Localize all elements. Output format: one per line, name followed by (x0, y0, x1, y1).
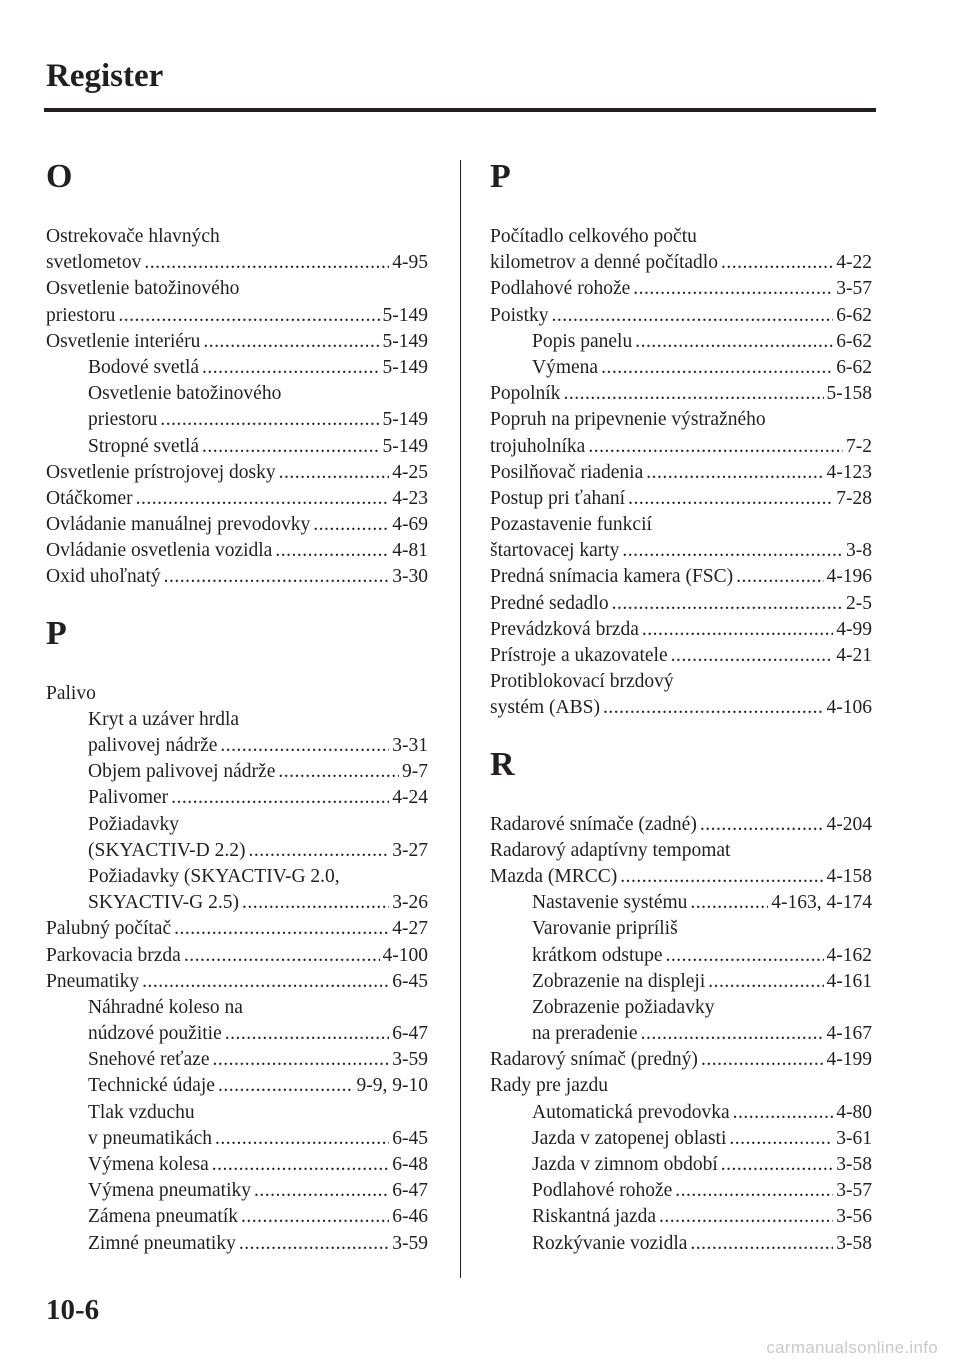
entry-page-ref: 3-57 (836, 1180, 872, 1202)
dot-leader (603, 695, 824, 721)
index-entry (490, 812, 872, 838)
index-entry-heading (46, 276, 428, 302)
entry-page-ref: 3-27 (392, 839, 428, 861)
dot-leader (202, 355, 379, 381)
entry-text: priestoru (88, 409, 158, 431)
index-entry (490, 1021, 872, 1047)
entry-text: palivovej nádrže (88, 735, 218, 756)
entry-page-ref: 6-45 (392, 1127, 428, 1149)
dot-leader (242, 890, 389, 916)
entry-page-ref: 5-158 (826, 383, 872, 405)
index-entry (46, 890, 428, 916)
dot-leader (248, 838, 389, 864)
entry-text: Radarový snímač (predný) (490, 1049, 698, 1071)
entry-page-ref: 3-58 (836, 1232, 872, 1254)
dot-leader (254, 1178, 389, 1204)
entry-page-ref: 3-57 (836, 278, 872, 300)
entry-page-ref: 4-196 (826, 566, 872, 588)
index-entry (46, 733, 428, 759)
dot-leader (215, 1126, 389, 1152)
watermark: carmanualsonline.info (766, 1338, 938, 1357)
entry-page-ref: 6-47 (392, 1180, 428, 1202)
index-entry (46, 434, 428, 460)
entry-text: Zimné pneumatiky (88, 1232, 236, 1254)
entry-text: Nastavenie systému (532, 892, 688, 914)
entry-text: Osvetlenie interiéru (46, 330, 201, 352)
entry-text: Tlak vzduchu (88, 1101, 195, 1123)
entry-page-ref: 4-167 (826, 1023, 872, 1045)
dot-leader (184, 943, 380, 969)
entry-page-ref: 6-62 (836, 356, 872, 378)
index-entry-heading (490, 407, 872, 433)
entry-text: Objem palivovej nádrže (88, 761, 276, 783)
entry-page-ref: 4-80 (836, 1101, 872, 1123)
entry-page-ref: 5-149 (382, 409, 428, 431)
index-entry (46, 1178, 428, 1204)
entry-page-ref: 6-48 (392, 1154, 428, 1175)
dot-leader (690, 890, 768, 916)
index-entry-heading (46, 681, 428, 707)
entry-page-ref: 3-58 (836, 1154, 872, 1175)
entry-text: Rozkývanie vozidla (532, 1232, 688, 1254)
entry-text: v pneumatikách (88, 1127, 212, 1149)
entry-page-ref: 4-23 (392, 487, 428, 509)
dot-leader (275, 538, 389, 564)
dot-leader (136, 486, 390, 512)
index-entry (490, 538, 872, 564)
entry-page-ref: 4-25 (392, 461, 428, 483)
dot-leader (160, 407, 379, 433)
index-entry (46, 838, 428, 864)
index-entry (46, 1231, 428, 1257)
entry-text: Popruh na pripevnenie výstražného (490, 409, 766, 431)
index-entry-heading (490, 916, 872, 942)
index-entry (490, 1152, 872, 1178)
index-entry (46, 1152, 428, 1178)
entry-text: Zobrazenie na displeji (532, 970, 706, 992)
index-entry (46, 250, 428, 276)
entry-text: Kryt a uzáver hrdla (88, 708, 240, 730)
dot-leader (641, 1021, 824, 1047)
entry-page-ref: 2-5 (846, 592, 872, 614)
entry-text: Radarové snímače (zadné) (490, 813, 697, 835)
index-entry-heading (46, 381, 428, 407)
index-entry-heading (490, 1073, 872, 1099)
dot-leader (721, 250, 833, 276)
entry-text: SKYACTIV-G 2.5) (88, 892, 239, 914)
index-entry (46, 969, 428, 995)
dot-leader (646, 460, 823, 486)
entry-text: trojuholníka (490, 435, 586, 457)
entry-page-ref: 4-162 (826, 944, 872, 966)
index-entry (490, 864, 872, 890)
index-entry-heading (46, 707, 428, 733)
index-entry (46, 460, 428, 486)
entry-page-ref: 4-24 (392, 787, 428, 809)
entry-text: Predné sedadlo (490, 592, 609, 614)
entry-page-ref: 4-95 (392, 252, 428, 274)
entry-text: Postup pri ťahaní (490, 487, 626, 509)
entry-text: Výmena pneumatiky (88, 1180, 251, 1202)
entry-text: Protiblokovací brzdový (490, 671, 674, 693)
entry-page-ref: 4-69 (392, 514, 428, 536)
entry-text: Predná snímacia kamera (FSC) (490, 566, 734, 588)
entry-page-ref: 4-81 (392, 540, 428, 562)
entry-page-ref: 4-22 (836, 252, 872, 274)
index-entry (490, 1204, 872, 1230)
index-entry (46, 564, 428, 590)
entry-text: Osvetlenie batožinového (46, 278, 240, 300)
index-entry-heading (490, 995, 872, 1021)
index-entry (46, 512, 428, 538)
dot-leader (225, 1021, 390, 1047)
index-entry (46, 486, 428, 512)
entry-text: na preradenie (532, 1023, 638, 1045)
entry-text: Osvetlenie prístrojovej dosky (46, 461, 276, 483)
index-entry (46, 916, 428, 942)
entry-page-ref: 3-56 (836, 1206, 872, 1228)
entry-text: Počítadlo celkového počtu (490, 226, 697, 247)
index-entry (46, 407, 428, 433)
index-entry (490, 381, 872, 407)
entry-page-ref: 6-62 (836, 304, 872, 326)
dot-leader (620, 864, 823, 890)
entry-text: Ostrekovače hlavných (46, 226, 220, 247)
dot-leader (144, 250, 389, 276)
dot-leader (212, 1047, 389, 1073)
dot-leader (601, 355, 833, 381)
entry-text: Automatická prevodovka (532, 1101, 730, 1123)
dot-leader (701, 1047, 824, 1073)
dot-leader (700, 812, 824, 838)
dot-leader (628, 486, 833, 512)
entry-text: Výmena kolesa (88, 1154, 209, 1175)
entry-text: Otáčkomer (46, 487, 133, 509)
entry-text: Pneumatiky (46, 970, 140, 992)
index-entry-heading (46, 864, 428, 890)
header-rule (44, 108, 876, 112)
entry-page-ref: 5-149 (382, 356, 428, 378)
entry-page-ref: 4-100 (382, 944, 428, 966)
dot-leader (642, 617, 833, 643)
index-entry (490, 1047, 872, 1073)
index-entry (490, 486, 872, 512)
entry-text: Požiadavky (SKYACTIV-G 2.0, (88, 865, 340, 887)
index-entry (490, 591, 872, 617)
dot-leader (174, 916, 389, 942)
entry-page-ref: 7-28 (836, 487, 872, 509)
entry-text: Osvetlenie batožinového (88, 383, 282, 405)
dot-leader (313, 512, 389, 538)
index-entry (490, 617, 872, 643)
entry-text: Oxid uhoľnatý (46, 566, 161, 588)
section-letter: O (46, 158, 73, 195)
index-entry (490, 303, 872, 329)
index-entry (490, 1100, 872, 1126)
dot-leader (733, 1100, 834, 1126)
entry-page-ref: 3-30 (392, 566, 428, 588)
entry-page-ref: 4-106 (826, 697, 872, 719)
entry-text: Prevádzková brzda (490, 618, 639, 640)
entry-page-ref: 5-149 (382, 304, 428, 326)
entry-text: Ovládanie manuálnej prevodovky (46, 514, 311, 536)
index-entry (490, 643, 872, 669)
entry-page-ref: 3-59 (392, 1232, 428, 1254)
index-entry (490, 890, 872, 916)
entry-text: Parkovacia brzda (46, 944, 181, 966)
entry-page-ref: 6-62 (836, 330, 872, 352)
index-entry (490, 250, 872, 276)
entry-page-ref: 5-149 (382, 330, 428, 352)
entry-page-ref: 4-161 (826, 970, 872, 992)
entry-page-ref: 3-26 (392, 892, 428, 914)
dot-leader (563, 381, 823, 407)
entry-text: (SKYACTIV-D 2.2) (88, 839, 246, 861)
entry-text: Zámena pneumatík (88, 1206, 238, 1228)
index-entry (46, 1126, 428, 1152)
entry-text: Stropné svetlá (88, 435, 200, 457)
index-entry (490, 460, 872, 486)
entry-text: Požiadavky (88, 813, 179, 835)
entry-text: Podlahové rohože (532, 1180, 673, 1202)
index-entry (490, 1178, 872, 1204)
dot-leader (241, 1204, 389, 1230)
entry-text: Prístroje a ukazovatele (490, 645, 668, 666)
entry-text: Riskantná jazda (532, 1206, 656, 1228)
dot-leader (278, 759, 399, 785)
entry-text: Mazda (MRCC) (490, 865, 618, 887)
entry-text: Popis panelu (532, 330, 633, 352)
entry-page-ref: 3-59 (392, 1049, 428, 1071)
index-entry (490, 564, 872, 590)
dot-leader (671, 643, 834, 669)
entry-text: Posilňovač riadenia (490, 461, 644, 483)
index-entry (490, 969, 872, 995)
entry-page-ref: 4-204 (826, 813, 872, 835)
entry-page-ref: 6-45 (392, 970, 428, 992)
index-entry (46, 943, 428, 969)
column-divider (460, 160, 461, 1278)
entry-page-ref: 4-199 (826, 1049, 872, 1071)
index-entry (46, 355, 428, 381)
dot-leader (118, 303, 379, 329)
dot-leader (659, 1204, 833, 1230)
dot-leader (666, 943, 824, 969)
entry-page-ref: 4-163, 4-174 (771, 892, 872, 914)
index-entry (490, 943, 872, 969)
dot-leader (588, 434, 843, 460)
index-column-left (46, 160, 428, 1257)
entry-text: núdzové použitie (88, 1023, 222, 1045)
entry-text: Poistky (490, 304, 549, 326)
index-entry (46, 538, 428, 564)
index-entry (46, 1073, 428, 1099)
index-entry-heading (490, 224, 872, 250)
dot-leader (622, 538, 843, 564)
section-letter: R (490, 745, 515, 783)
entry-page-ref: 4-27 (392, 918, 428, 940)
index-entry-heading (46, 1100, 428, 1126)
index-entry (490, 1126, 872, 1152)
section-letter: P (490, 158, 511, 195)
entry-text: kilometrov a denné počítadlo (490, 252, 718, 274)
entry-text: štartovacej karty (490, 540, 620, 562)
dot-leader (721, 1152, 833, 1178)
entry-text: Rady pre jazdu (490, 1075, 609, 1097)
dot-leader (171, 785, 389, 811)
dot-leader (708, 969, 823, 995)
entry-text: systém (ABS) (490, 697, 600, 719)
index-entry (490, 434, 872, 460)
entry-text: Ovládanie osvetlenia vozidla (46, 540, 273, 562)
entry-page-ref: 3-8 (846, 540, 872, 562)
entry-text: Varovanie pripríliš (532, 918, 678, 940)
entry-text: Popolník (490, 383, 561, 405)
entry-text: Podlahové rohože (490, 278, 631, 300)
index-entry-heading (46, 995, 428, 1021)
entry-text: priestoru (46, 304, 116, 326)
entry-page-ref: 4-99 (836, 618, 872, 640)
dot-leader (736, 564, 823, 590)
index-entry (46, 759, 428, 785)
dot-leader (633, 276, 833, 302)
index-entry (490, 276, 872, 302)
entry-text: Jazda v zimnom období (532, 1154, 718, 1175)
entry-page-ref: 7-2 (846, 435, 872, 457)
entry-text: krátkom odstupe (532, 944, 663, 966)
index-entry (490, 355, 872, 381)
index-entry (490, 695, 872, 721)
entry-page-ref: 9-9, 9-10 (356, 1075, 428, 1097)
dot-leader (279, 460, 390, 486)
entry-page-ref: 9-7 (402, 761, 428, 783)
dot-leader (220, 733, 389, 759)
entry-page-ref: 3-61 (836, 1127, 872, 1149)
dot-leader (612, 591, 843, 617)
index-entry (46, 1204, 428, 1230)
index-entry (46, 303, 428, 329)
index-entry (46, 329, 428, 355)
dot-leader (239, 1231, 389, 1257)
dot-leader (202, 434, 379, 460)
index-entry-heading (490, 512, 872, 538)
index-entry (490, 1231, 872, 1257)
page-title: Register (46, 58, 164, 94)
dot-leader (675, 1178, 833, 1204)
entry-text: Palivomer (88, 787, 169, 809)
index-entry-heading (46, 812, 428, 838)
index-entry-heading (46, 224, 428, 250)
entry-page-ref: 4-123 (826, 461, 872, 483)
index-entry-heading (490, 838, 872, 864)
entry-text: Výmena (532, 356, 599, 378)
dot-leader (635, 329, 833, 355)
entry-text: Technické údaje (88, 1075, 215, 1097)
dot-leader (142, 969, 389, 995)
entry-text: Bodové svetlá (88, 356, 200, 378)
entry-text: Snehové reťaze (88, 1049, 210, 1071)
entry-text: Náhradné koleso na (88, 996, 243, 1018)
entry-page-ref: 5-149 (382, 435, 428, 457)
entry-text: Palubný počítač (46, 918, 172, 940)
dot-leader (218, 1073, 354, 1099)
dot-leader (690, 1231, 833, 1257)
dot-leader (203, 329, 379, 355)
entry-page-ref: 4-158 (826, 865, 872, 887)
entry-text: Palivo (46, 682, 96, 704)
entry-page-ref: 4-21 (836, 645, 872, 666)
index-column-right (490, 160, 872, 1257)
entry-text: Jazda v zatopenej oblasti (532, 1127, 727, 1149)
entry-text: Zobrazenie požiadavky (532, 996, 715, 1018)
entry-text: Pozastavenie funkcií (490, 514, 652, 536)
entry-page-ref: 6-46 (392, 1206, 428, 1228)
index-entry (46, 785, 428, 811)
entry-text: Radarový adaptívny tempomat (490, 839, 731, 861)
index-entry (46, 1021, 428, 1047)
dot-leader (164, 564, 390, 590)
entry-page-ref: 3-31 (392, 735, 428, 756)
entry-page-ref: 6-47 (392, 1023, 428, 1045)
index-entry-heading (490, 669, 872, 695)
index-entry (46, 1047, 428, 1073)
entry-text: svetlometov (46, 252, 142, 274)
dot-leader (212, 1152, 389, 1178)
index-entry (490, 329, 872, 355)
dot-leader (552, 303, 834, 329)
page-number: 10-6 (46, 1294, 100, 1326)
section-letter: P (46, 614, 67, 652)
dot-leader (729, 1126, 833, 1152)
